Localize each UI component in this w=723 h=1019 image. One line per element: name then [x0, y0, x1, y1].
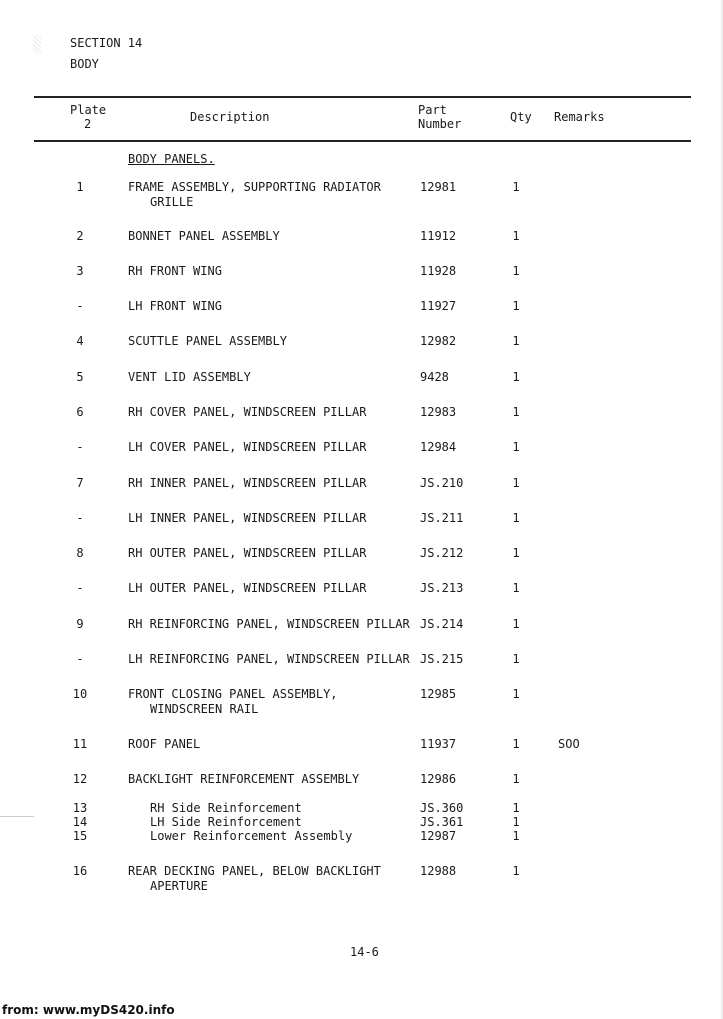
row-qty: 1 — [512, 334, 520, 348]
row-description: BONNET PANEL ASSEMBLY — [128, 229, 280, 243]
row-description-cont: GRILLE — [150, 195, 194, 209]
table-row — [0, 229, 723, 269]
row-plate: - — [76, 581, 84, 595]
row-qty: 1 — [512, 815, 520, 829]
row-description: LH REINFORCING PANEL, WINDSCREEN PILLAR — [128, 652, 410, 666]
row-description: LH OUTER PANEL, WINDSCREEN PILLAR — [128, 581, 367, 595]
row-qty: 1 — [512, 180, 520, 194]
row-qty: 1 — [512, 687, 520, 701]
table-row — [0, 581, 723, 621]
row-part-number: 12986 — [420, 772, 457, 786]
row-part-number: JS.361 — [420, 815, 464, 829]
row-description: LH COVER PANEL, WINDSCREEN PILLAR — [128, 440, 367, 454]
row-part-number: 11937 — [420, 737, 457, 751]
row-plate: 12 — [72, 772, 88, 786]
row-qty: 1 — [512, 737, 520, 751]
row-part-number: 12988 — [420, 864, 457, 878]
row-qty: 1 — [512, 299, 520, 313]
table-row — [0, 546, 723, 586]
row-plate: 9 — [76, 617, 84, 631]
row-description: FRAME ASSEMBLY, SUPPORTING RADIATOR — [128, 180, 381, 194]
row-description: LH FRONT WING — [128, 299, 222, 313]
row-part-number: 12982 — [420, 334, 457, 348]
section-heading: SECTION 14 — [70, 36, 143, 50]
row-plate: 1 — [76, 180, 84, 194]
row-qty: 1 — [512, 511, 520, 525]
row-part-number: 12985 — [420, 687, 457, 701]
table-row — [0, 299, 723, 339]
row-description: RH OUTER PANEL, WINDSCREEN PILLAR — [128, 546, 367, 560]
table-row — [0, 440, 723, 480]
col-part-label: Part — [418, 103, 447, 117]
table-row — [0, 652, 723, 692]
row-qty: 1 — [512, 370, 520, 384]
row-part-number: 11912 — [420, 229, 457, 243]
table-row — [0, 334, 723, 374]
row-qty: 1 — [512, 229, 520, 243]
row-plate: 13 — [72, 801, 88, 815]
row-description: VENT LID ASSEMBLY — [128, 370, 251, 384]
row-description: RH REINFORCING PANEL, WINDSCREEN PILLAR — [128, 617, 410, 631]
source-watermark: from: www.myDS420.info — [2, 1003, 175, 1017]
row-description: ROOF PANEL — [128, 737, 201, 751]
row-plate: - — [76, 511, 84, 525]
header-bottom-rule — [34, 140, 691, 142]
row-description: FRONT CLOSING PANEL ASSEMBLY, — [128, 687, 338, 701]
row-qty: 1 — [512, 801, 520, 815]
row-plate: 8 — [76, 546, 84, 560]
table-row — [0, 264, 723, 304]
row-plate: 7 — [76, 476, 84, 490]
table-row — [0, 476, 723, 516]
row-qty: 1 — [512, 405, 520, 419]
row-plate: - — [76, 299, 84, 313]
row-part-number: JS.214 — [420, 617, 464, 631]
row-plate: 15 — [72, 829, 88, 843]
table-row — [0, 737, 723, 777]
scan-speck — [33, 35, 41, 53]
row-part-number: 12987 — [420, 829, 457, 843]
row-qty: 1 — [512, 652, 520, 666]
row-description: LH Side Reinforcement — [150, 815, 302, 829]
row-description: RH INNER PANEL, WINDSCREEN PILLAR — [128, 476, 367, 490]
row-plate: 3 — [76, 264, 84, 278]
table-row — [0, 687, 723, 727]
table-row — [0, 370, 723, 410]
row-description: LH INNER PANEL, WINDSCREEN PILLAR — [128, 511, 367, 525]
row-part-number: JS.360 — [420, 801, 464, 815]
row-qty: 1 — [512, 581, 520, 595]
row-description: RH Side Reinforcement — [150, 801, 302, 815]
row-description: SCUTTLE PANEL ASSEMBLY — [128, 334, 287, 348]
row-part-number: 11927 — [420, 299, 457, 313]
row-plate: 6 — [76, 405, 84, 419]
row-plate: 14 — [72, 815, 88, 829]
row-plate: 5 — [76, 370, 84, 384]
group-title: BODY PANELS. — [128, 152, 215, 166]
row-description: REAR DECKING PANEL, BELOW BACKLIGHT — [128, 864, 381, 878]
row-description: RH FRONT WING — [128, 264, 222, 278]
row-part-number: JS.211 — [420, 511, 464, 525]
col-plate-label: Plate — [70, 103, 107, 117]
table-sub-row — [0, 829, 723, 843]
row-description-cont: WINDSCREEN RAIL — [150, 702, 259, 716]
row-plate: - — [76, 440, 84, 454]
row-qty: 1 — [512, 546, 520, 560]
row-description-cont: APERTURE — [150, 879, 208, 893]
row-plate: 4 — [76, 334, 84, 348]
row-qty: 1 — [512, 829, 520, 843]
header-top-rule — [34, 96, 691, 98]
row-plate: 16 — [72, 864, 88, 878]
row-plate: 2 — [76, 229, 84, 243]
row-remarks: SOO — [558, 737, 580, 751]
row-qty: 1 — [512, 440, 520, 454]
row-part-number: 12983 — [420, 405, 457, 419]
row-plate: - — [76, 652, 84, 666]
table-row — [0, 405, 723, 445]
row-part-number: JS.210 — [420, 476, 464, 490]
col-plate-number: 2 — [84, 117, 92, 131]
table-sub-row — [0, 801, 723, 815]
row-description: BACKLIGHT REINFORCEMENT ASSEMBLY — [128, 772, 360, 786]
row-part-number: JS.212 — [420, 546, 464, 560]
row-part-number: 9428 — [420, 370, 449, 384]
row-part-number: 12984 — [420, 440, 457, 454]
col-remarks: Remarks — [554, 110, 605, 124]
row-part-number: 12981 — [420, 180, 457, 194]
row-qty: 1 — [512, 617, 520, 631]
page-number: 14-6 — [350, 945, 379, 959]
col-part-number: Number — [418, 117, 462, 131]
section-subtitle: BODY — [70, 57, 99, 71]
row-qty: 1 — [512, 476, 520, 490]
row-part-number: JS.213 — [420, 581, 464, 595]
col-description: Description — [190, 110, 270, 124]
col-qty: Qty — [510, 110, 532, 124]
row-qty: 1 — [512, 264, 520, 278]
table-row — [0, 617, 723, 657]
row-part-number: JS.215 — [420, 652, 464, 666]
table-row — [0, 511, 723, 551]
table-sub-row — [0, 815, 723, 829]
row-plate: 11 — [72, 737, 88, 751]
table-row — [0, 180, 723, 220]
row-part-number: 11928 — [420, 264, 457, 278]
row-description: Lower Reinforcement Assembly — [150, 829, 353, 843]
row-plate: 10 — [72, 687, 88, 701]
row-qty: 1 — [512, 864, 520, 878]
row-qty: 1 — [512, 772, 520, 786]
row-description: RH COVER PANEL, WINDSCREEN PILLAR — [128, 405, 367, 419]
table-row — [0, 864, 723, 904]
